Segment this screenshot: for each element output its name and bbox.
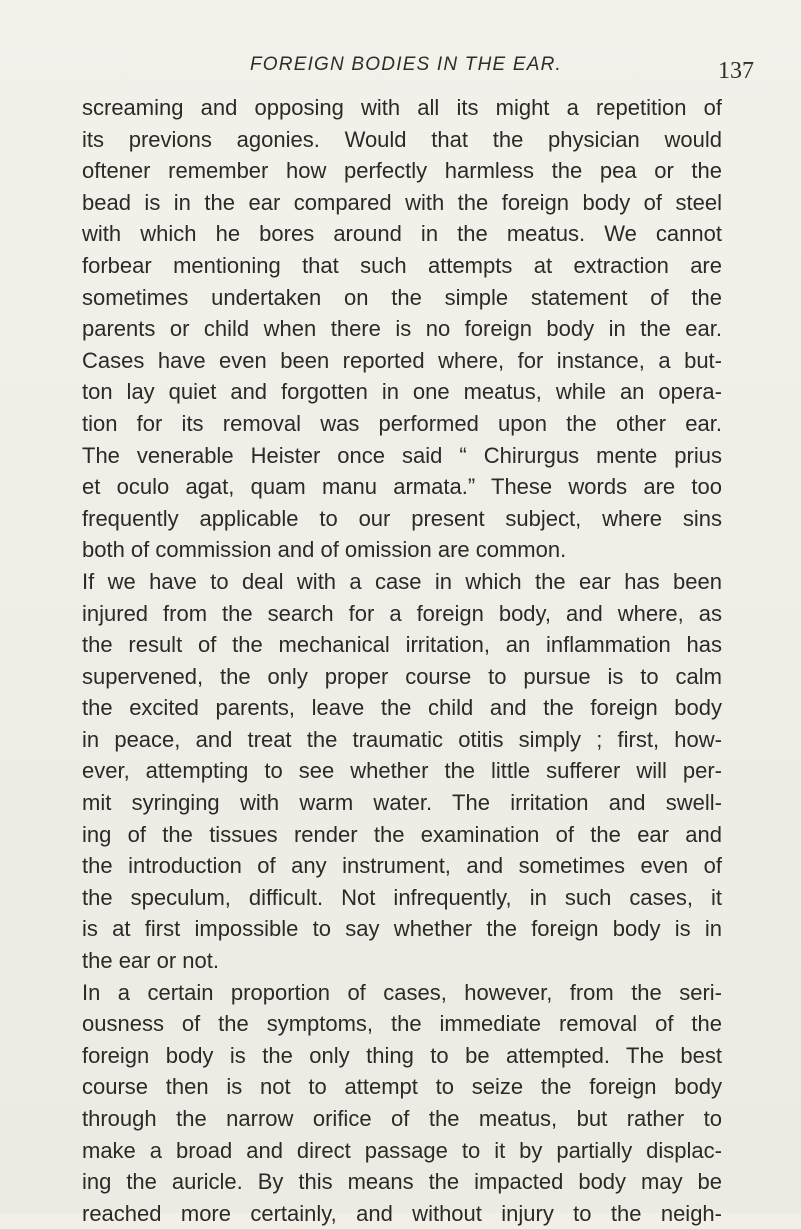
text-line: sometimes undertaken on the simple statement of the [82,284,722,310]
text-line: mit syringing with warm water. The irritation and swell- [82,790,722,816]
text-line: is at first impossible to say whether the foreign body is in [82,916,722,942]
text-line: the introduction of any instrument, and sometimes even of [82,853,722,879]
text-line: screaming and opposing with all its might a repetition of [82,95,722,120]
text-line: bead is in the ear compared with the foreign body of steel [82,189,722,215]
text-line: frequently applicable to our present subject, where sins [82,505,722,531]
text-line: parents or child when there is no foreign body in the ear. [82,316,722,342]
text-line: the speculum, difficult. Not infrequently, in such cases, it [82,884,722,910]
text-line: reached more certainly, and without injury to the neigh- [82,1200,722,1226]
text-line: If we have to deal with a case in which the ear has been [82,568,722,594]
body-text [82,92,722,1229]
text-line: in peace, and treat the traumatic otitis simply ; first, how- [82,726,722,752]
text-line: through the narrow orifice of the meatus, but rather to [82,1106,722,1131]
text-line: ing of the tissues render the examination of the ear and [82,821,722,847]
text-line: injured from the search for a foreign body, and where, as [82,600,722,626]
text-line: make a broad and direct passage to it by partially displac- [82,1137,722,1163]
text-line: ing the auricle. By this means the impacted body may be [82,1169,722,1195]
text-line: The venerable Heister once said “ Chirurgus mente prius [82,442,722,468]
running-head: FOREIGN BODIES IN THE EAR. [250,54,563,75]
text-line: the ear or not. [82,948,219,974]
text-line: forbear mentioning that such attempts at extraction are [82,252,722,278]
text-line: supervened, the only proper course to pursue is to calm [82,663,722,689]
text-line: Cases have even been reported where, for instance, a but- [82,347,722,373]
text-line: et oculo agat, quam manu armata.” These words are too [82,474,722,500]
text-line: ousness of the symptoms, the immediate removal of the [82,1011,722,1037]
text-line: the excited parents, leave the child and the foreign body [82,695,722,721]
text-line: course then is not to attempt to seize the foreign body [82,1074,722,1100]
text-line: its previons agonies. Would that the physician would [82,126,722,152]
text-line: In a certain proportion of cases, however, from the seri- [82,979,722,1005]
text-line: with which he bores around in the meatus. We cannot [82,221,722,247]
text-line: the result of the mechanical irritation, an inflammation has [82,632,722,658]
page-number: 137 [718,58,754,84]
text-line: both of commission and of omission are common. [82,537,567,563]
text-line: foreign body is the only thing to be attempted. The best [82,1042,722,1068]
text-line: ton lay quiet and forgotten in one meatus, while an opera- [82,379,722,405]
text-line: oftener remember how perfectly harmless the pea or the [82,158,722,184]
text-line: ever, attempting to see whether the little sufferer will per- [82,758,722,784]
text-line: tion for its removal was performed upon the other ear. [82,410,722,436]
